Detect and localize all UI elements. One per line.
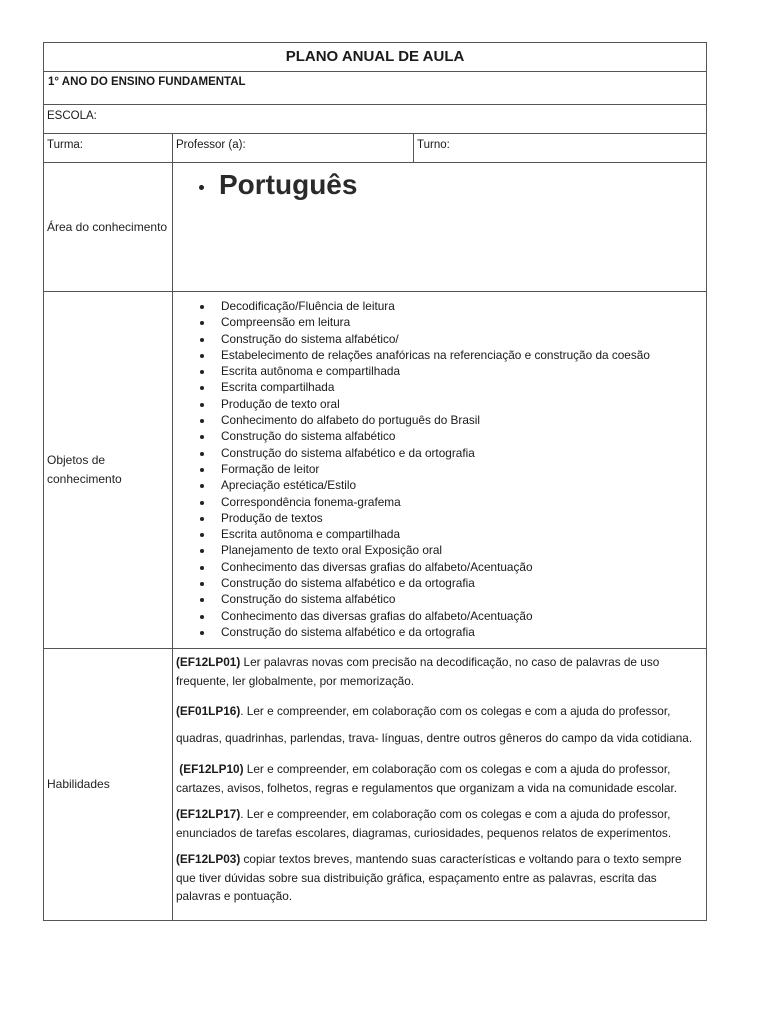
list-item: Planejamento de texto oral Exposição oral — [173, 542, 702, 558]
skill-code: (EF12LP01) — [176, 655, 241, 670]
objetos-list — [173, 298, 702, 640]
area-label: Área do conhecimento — [44, 163, 173, 292]
list-item: Escrita compartilhada — [173, 379, 702, 395]
list-item: Construção do sistema alfabético/ — [173, 331, 702, 347]
skill-text: Ler e compreender, em colaboração com os colegas e com a ajuda do professor, cartazes, avisos, folhetos, regras e regulamentos que organizam a vida na comunidade escolar. — [176, 762, 677, 795]
list-item: Conhecimento das diversas grafias do alfabeto/Acentuação — [173, 608, 702, 624]
habilidades-label: Habilidades — [44, 649, 173, 921]
skill-code: (EF01LP16) — [176, 704, 241, 719]
list-item: Construção do sistema alfabético e da ortografia — [173, 445, 702, 461]
list-item: Construção do sistema alfabético — [173, 428, 702, 444]
skill-code: (EF12LP10) — [179, 762, 244, 777]
objetos-label: Objetos de conhecimento — [44, 292, 173, 649]
lesson-plan-document — [43, 42, 706, 921]
teacher-field: Professor (a): — [173, 134, 414, 163]
list-item: Apreciação estética/Estilo — [173, 477, 702, 493]
list-item: Correspondência fonema-grafema — [173, 494, 702, 510]
list-item: Decodificação/Fluência de leitura — [173, 298, 702, 314]
shift-field: Turno: — [414, 134, 707, 163]
list-item: Formação de leitor — [173, 461, 702, 477]
document-title: PLANO ANUAL DE AULA — [44, 43, 707, 72]
list-item: Produção de texto oral — [173, 396, 702, 412]
skill-paragraph — [176, 653, 702, 690]
skill-paragraph — [176, 850, 702, 906]
list-item: Construção do sistema alfabético — [173, 591, 702, 607]
class-field: Turma: — [44, 134, 173, 163]
list-item: Produção de textos — [173, 510, 702, 526]
skill-code: (EF12LP03) — [176, 852, 241, 867]
skill-text: . Ler e compreender, em colaboração com os colegas e com a ajuda do professor, enunciados de tarefas escolares, diagramas, curiosidades, pequenos relatos de experimentos. — [176, 807, 672, 840]
list-item: Construção do sistema alfabético e da ortografia — [173, 624, 702, 640]
list-item: Conhecimento do alfabeto do português do Brasil — [173, 412, 702, 428]
subject-bullet-icon — [199, 185, 204, 190]
skill-paragraph — [176, 805, 702, 842]
area-content — [173, 163, 707, 292]
skill-paragraph — [176, 760, 702, 797]
skill-paragraph — [176, 698, 702, 752]
skill-code: (EF12LP17) — [176, 807, 241, 822]
subject-name: Português — [219, 169, 358, 200]
list-item: Escrita autônoma e compartilhada — [173, 526, 702, 542]
list-item: Estabelecimento de relações anafóricas na referenciação e construção da coesão — [173, 347, 702, 363]
list-item: Escrita autônoma e compartilhada — [173, 363, 702, 379]
school-field: ESCOLA: — [44, 105, 707, 134]
skill-text: . Ler e compreender, em colaboração com os colegas e com a ajuda do professor, quadras, quadrinhas, parlendas, trava- línguas, dentre outros gêneros do campo da vida cotidiana. — [176, 704, 693, 746]
skill-text: copiar textos breves, mantendo suas características e voltando para o texto sempre que tiver dúvidas sobre sua distribuição gráfica, espaçamento entre as palavras, escrita das palavras e pontuação. — [176, 852, 682, 904]
list-item: Compreensão em leitura — [173, 314, 702, 330]
skill-text: Ler palavras novas com precisão na decodificação, no caso de palavras de uso frequente, ler globalmente, por memorização. — [176, 655, 660, 688]
grade-subtitle: 1° ANO DO ENSINO FUNDAMENTAL — [44, 72, 707, 105]
lesson-plan-table — [43, 42, 707, 921]
objetos-content — [173, 292, 707, 649]
list-item: Construção do sistema alfabético e da ortografia — [173, 575, 702, 591]
habilidades-content — [173, 649, 707, 921]
list-item: Conhecimento das diversas grafias do alfabeto/Acentuação — [173, 559, 702, 575]
